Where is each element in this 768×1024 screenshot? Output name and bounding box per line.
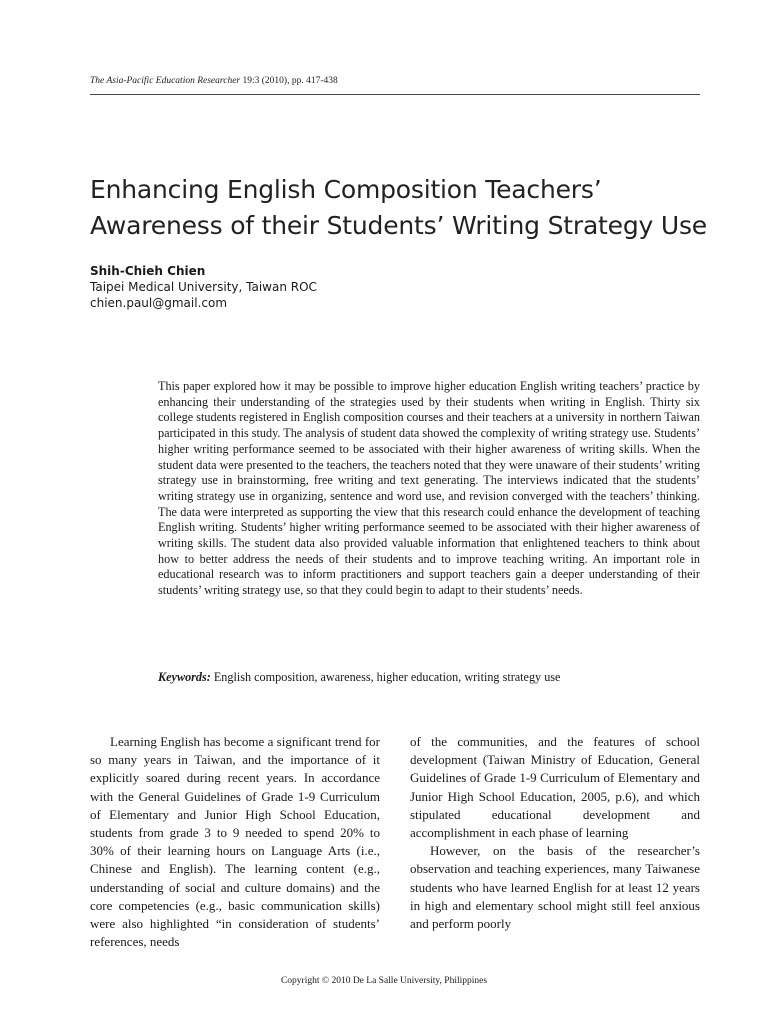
journal-name: The Asia-Pacific Education Researcher xyxy=(90,76,241,86)
keywords xyxy=(158,670,700,685)
header-rule xyxy=(90,94,700,95)
author-affiliation: Taipei Medical University, Taiwan ROC xyxy=(90,280,317,294)
body-paragraph: However, on the basis of the researcher’s observation and teaching experiences, many Taiwanese students who have learned English for at least 12 years in high and elementary school might still feel anxious and perform poorly xyxy=(410,843,700,932)
author-email: chien.paul@gmail.com xyxy=(90,296,228,310)
body-column-right xyxy=(410,733,700,933)
journal-citation xyxy=(90,76,338,86)
abstract: This paper explored how it may be possible to improve higher education English writing teachers’ practice by enhancing their understanding of the strategies used by their students when writing in English. Thirty six college students registered in English composition courses and their teachers at a university in northern Taiwan participated in this study. The analysis of student data showed the complexity of writing strategy use. Students’ higher writing performance seemed to be associated with their higher awareness of writing skills. When the student data were presented to the teachers, the teachers noted that they were unaware of their students’ writing strategy use in brainstorming, free writing and text generating. The interviews indicated that the students’ writing strategy use in organizing, sentence and word use, and revision converged with the teachers’ thinking. The data were interpreted as supporting the view that this research could enhance the development of teaching English writing. Students’ higher writing performance seemed to be associated with their higher awareness of writing skills. The student data also provided valuable information that enlightened teachers to think about how to better address the needs of their students and to improve teaching writing. An important role in educational research was to inform practitioners and support teachers gain a deeper understanding of their students’ writing strategy use, so that they could begin to adapt to their students’ needs. xyxy=(158,379,700,598)
keywords-text: English composition, awareness, higher education, writing strategy use xyxy=(213,670,561,684)
author-name: Shih-Chieh Chien xyxy=(90,264,206,278)
body-column-left xyxy=(90,733,380,951)
body-paragraph: of the communities, and the features of school development (Taiwan Ministry of Education, General Guidelines of Grade 1-9 Curriculum of Elementary and Junior High School Education, 2005, p.6), and which stipulated educational development and accomplishment in each phase of learning xyxy=(410,734,700,841)
paper-title xyxy=(90,172,730,244)
journal-issue: 19:3 (2010), pp. 417-438 xyxy=(242,76,338,86)
keywords-label: Keywords: xyxy=(158,670,211,684)
title-line-1: Enhancing English Composition Teachers’ xyxy=(90,175,602,204)
title-line-2: Awareness of their Students’ Writing Strategy Use xyxy=(90,211,707,240)
body-paragraph: Learning English has become a significant trend for so many years in Taiwan, and the importance of it explicitly soared during recent years. In accordance with the General Guidelines of Grade 1-9 Curriculum of Elementary and Junior High School Education, students from grade 3 to 9 needed to spend 20% to 30% of their learning hours on Language Arts (i.e., Chinese and English). The learning content (e.g., understanding of social and culture domains) and the core competencies (e.g., basic communication skills) were also highlighted “in consideration of students’ references, needs xyxy=(90,734,380,950)
copyright-footer: Copyright © 2010 De La Salle University, Philippines xyxy=(280,976,488,986)
author-block xyxy=(90,263,317,311)
